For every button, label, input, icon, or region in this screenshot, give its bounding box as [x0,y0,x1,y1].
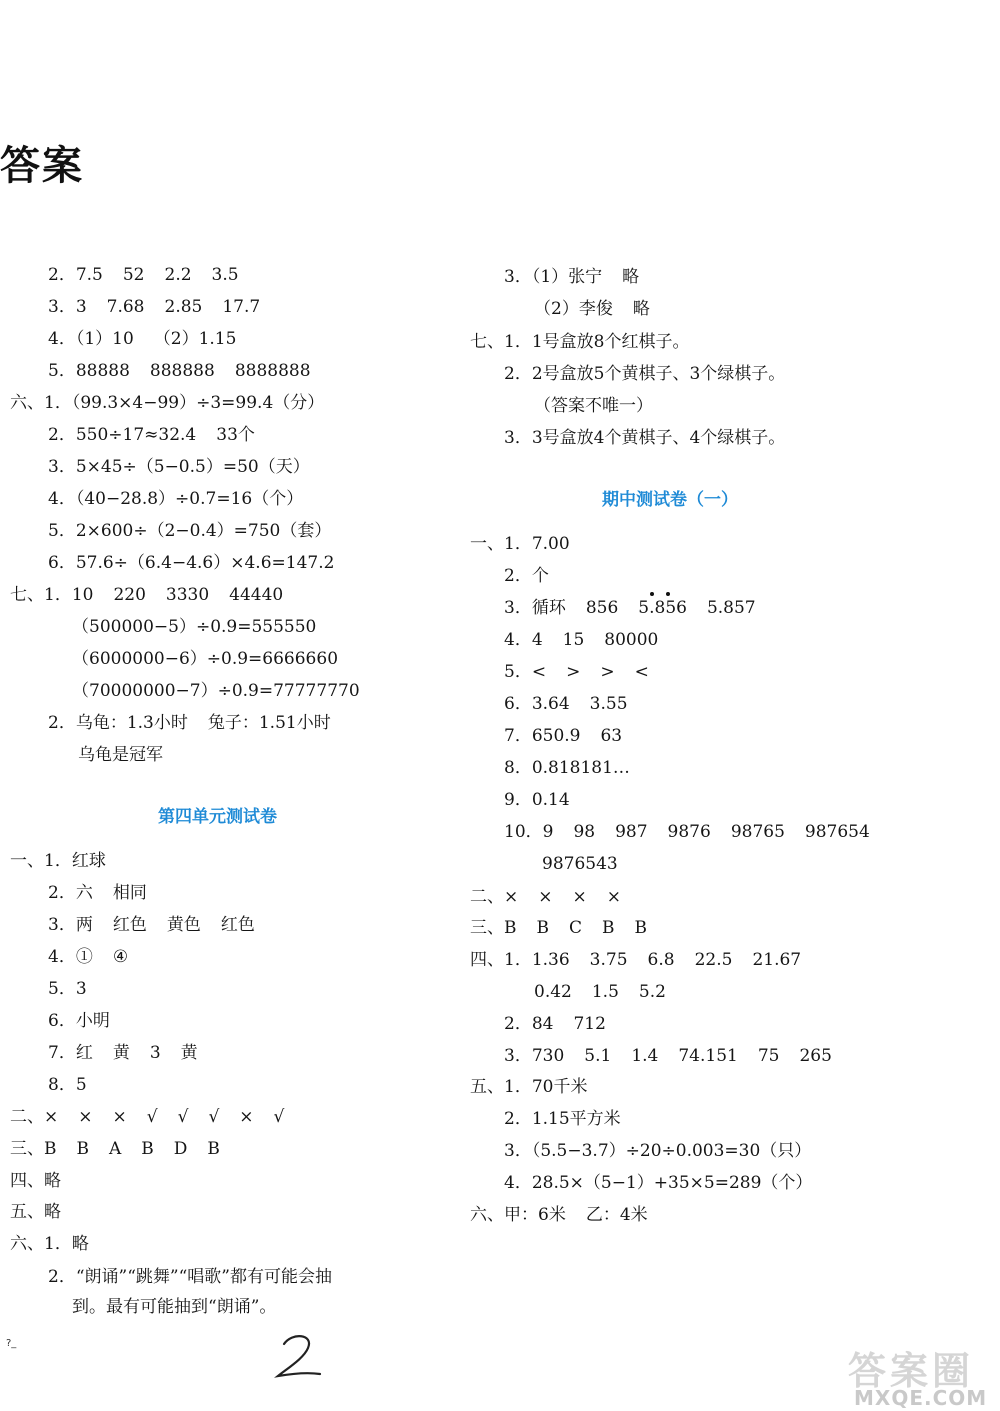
answer-line [48,1042,198,1064]
answer-line [48,712,331,734]
answer-item: 8．5 [48,1075,87,1095]
answer-item: √ [208,1107,220,1127]
answer-item: × [112,1107,127,1127]
answer-item: 2.85 [164,297,203,317]
answer-item: 98765 [730,822,785,842]
answer-line [504,693,628,715]
answer-item: > [600,662,615,682]
answer-item: 8．0.818181… [504,758,630,778]
answer-item: B [141,1139,154,1159]
answer-item: √ [177,1107,189,1127]
answer-item: 856 [585,598,619,618]
answer-item: 4．28.5×（5−1）+35×5=289（个） [504,1173,813,1193]
answer-item: 5.857 [706,598,756,618]
answer-item: 80000 [604,630,659,650]
answer-line [504,266,639,288]
answer-item: （500000−5）÷0.9=555550 [72,617,317,637]
answer-line [542,853,618,875]
answer-line [10,1138,220,1160]
repeat-dot [650,592,654,596]
answer-item: A [109,1139,122,1159]
answer-line [48,552,334,574]
answer-line [504,629,658,651]
answer-item: B [207,1139,220,1159]
answer-item: 9．0.14 [504,790,570,810]
answer-item: 5．88888 [48,361,130,381]
answer-item: 3330 [165,585,210,605]
answer-line [504,821,870,843]
answer-item: （70000000−7）÷0.9=77777770 [72,681,360,701]
answer-item: 二、× [470,887,519,907]
answer-item: × [538,887,553,907]
answer-item: 黄 [112,1043,130,1063]
answer-line [10,1106,284,1128]
answer-item: 4．4 [504,630,543,650]
answer-item: 3.75 [589,950,628,970]
answer-item: 5.856 [638,598,687,618]
answer-item: 15 [562,630,585,650]
answer-item: 1.5 [591,982,619,1002]
answer-line [504,597,756,619]
answer-line [504,363,785,385]
answer-item: 2．个 [504,566,549,586]
answer-item: 21.67 [752,950,802,970]
answer-item: 红色 [220,915,255,935]
answer-item: 7.68 [106,297,145,317]
answer-item: 2.2 [164,265,192,285]
answer-line [534,395,653,417]
answer-item: 6.8 [647,950,675,970]
answer-item: 3．（1）张宁 [504,267,603,287]
answer-item: 红色 [112,915,147,935]
answer-item: 五、1．70千米 [470,1077,588,1097]
answer-item: × [239,1107,254,1127]
answer-item: 5.2 [638,982,666,1002]
answer-item: B [76,1139,89,1159]
answer-item: 987 [615,822,648,842]
answer-item: 乙：4米 [585,1205,648,1225]
answer-item: 220 [113,585,146,605]
answer-line [78,744,163,766]
answer-item: 265 [799,1046,832,1066]
answer-item: 6．57.6÷（6.4−4.6）×4.6=147.2 [48,553,335,573]
answer-line [504,789,570,811]
repeat-dot [666,592,670,596]
answer-item: （2）李俊 [534,299,613,319]
answer-item: 3．循环 [504,598,566,618]
answer-item: < [634,662,649,682]
answer-line [504,757,630,779]
answer-line [72,648,338,670]
answer-item: × [78,1107,93,1127]
answer-item: 二、× [10,1107,59,1127]
answer-item: 3.55 [589,694,628,714]
answer-item: 四、1．1.36 [470,950,570,970]
answer-item: （2）1.15 [153,329,237,349]
answer-line [504,1013,606,1035]
answer-item: 4．（1）10 [48,329,134,349]
answer-line [48,882,147,904]
answer-item: 4．① [48,947,93,967]
answer-item: 2．2号盒放5个黄棋子、3个绿棋子。 [504,364,786,384]
answer-item: 三、B [470,918,517,938]
answer-item: 1.4 [631,1046,659,1066]
answer-item: 3．3 [48,297,87,317]
answer-item: 3.5 [211,265,239,285]
answer-line [48,1074,87,1096]
answer-item: 52 [122,265,145,285]
answer-item: 2．乌龟：1.3小时 [48,713,188,733]
answer-line [48,328,236,350]
answer-line [10,584,283,606]
answer-item: （6000000−6）÷0.9=6666660 [72,649,339,669]
section-title-midterm: 期中测试卷（一） [602,490,738,510]
answer-line [48,456,310,478]
answer-line [470,917,647,939]
answer-line [48,360,311,382]
answer-item: 5．2×600÷（2−0.4）=750（套） [48,521,332,541]
answer-item: 相同 [112,883,147,903]
answer-line [48,520,331,542]
answer-line [48,424,255,446]
answer-item: D [173,1139,188,1159]
answer-line [10,1201,61,1223]
answer-line [10,392,324,414]
page-mark: ?_ [6,1338,17,1349]
answer-item: > [566,662,581,682]
answer-item: 0.42 [534,982,572,1002]
answer-item: 888888 [149,361,215,381]
answer-line [72,616,316,638]
answer-item: 三、B [10,1139,57,1159]
answer-line [470,949,801,971]
answer-item: 2．“朗诵”“跳舞”“唱歌”都有可能会抽 [48,1267,332,1287]
answer-item: 7．红 [48,1043,93,1063]
answer-item: 4．（40−28.8）÷0.7=16（个） [48,489,304,509]
answer-item: 七、1．1号盒放8个红棋子。 [470,332,690,352]
answer-item: 10．9 [504,822,554,842]
answer-item: 6．小明 [48,1011,110,1031]
answer-item: 5．3 [48,979,87,999]
watermark-logo: 答案圈 [848,1349,975,1393]
answer-line [534,981,666,1003]
answer-line [48,264,239,286]
answer-item: 2．7.5 [48,265,103,285]
answer-line [504,427,785,449]
answer-item: B [634,918,648,938]
answer-item: C [569,918,583,938]
answer-item: 六、1．（99.3×4−99）÷3=99.4（分） [10,393,325,413]
answer-item: 3．（5.5−3.7）÷20÷0.003=30（只） [504,1141,812,1161]
answer-item: 黄 [180,1043,198,1063]
answer-line [470,1204,648,1226]
answer-item: ④ [112,947,129,967]
answer-item: B [536,918,549,938]
answer-item: 七、1．10 [10,585,94,605]
answer-item: 2．84 [504,1014,554,1034]
answer-item: 略 [632,299,650,319]
answer-line [10,1233,89,1255]
answer-item: 3．730 [504,1046,565,1066]
answer-item: 六、1．略 [10,1234,89,1254]
answer-item: 2．1.15平方米 [504,1109,621,1129]
page-header-title: 答案 [0,143,84,189]
watermark-site: MXQE.COM [854,1386,988,1410]
answer-item: 987654 [804,822,870,842]
answer-item: 乌龟是冠军 [78,745,163,765]
answer-line [504,725,622,747]
answer-line [504,1045,832,1067]
answer-item: 略 [622,267,640,287]
answer-line [504,1108,621,1130]
answer-item: 75 [757,1046,780,1066]
answer-item: 2．550÷17≈32.4 [48,425,197,445]
answer-line [504,1172,812,1194]
answer-line [48,946,128,968]
answer-item: 6．3.64 [504,694,570,714]
answer-item: B [602,918,615,938]
answer-line [48,1010,110,1032]
answer-item: 8888888 [234,361,311,381]
answer-item: √ [146,1107,158,1127]
answer-line [504,661,649,683]
answer-item: 5.1 [584,1046,612,1066]
answer-line [470,331,689,353]
answer-line [10,850,106,872]
answer-item: 兔子：1.51小时 [207,713,331,733]
answer-item: 9876543 [542,854,618,874]
answer-item: 22.5 [694,950,733,970]
answer-line [48,488,303,510]
answer-item: 5．< [504,662,547,682]
answer-item: 一、1．红球 [10,851,106,871]
answer-line [10,1170,61,1192]
answer-line [48,914,255,936]
answer-item: 3．3号盒放4个黄棋子、4个绿棋子。 [504,428,786,448]
answer-line [48,978,87,1000]
answer-item: 712 [573,1014,606,1034]
answer-item: 3．5×45÷（5−0.5）=50（天） [48,457,310,477]
answer-item: × [606,887,621,907]
answer-item: 黄色 [166,915,201,935]
answer-item: 一、1．7.00 [470,534,570,554]
answer-item: 74.151 [678,1046,738,1066]
answer-line [504,565,549,587]
answer-item: 98 [573,822,596,842]
answer-item: 7．650.9 [504,726,581,746]
answer-item: √ [273,1107,285,1127]
answer-line [72,680,360,702]
answer-line [48,296,260,318]
answer-item: 3．两 [48,915,93,935]
answer-item: 33个 [216,425,255,445]
answer-item: 六、甲：6米 [470,1205,566,1225]
answer-item: 3 [149,1043,161,1063]
answer-item: 17.7 [222,297,261,317]
answer-item: 63 [600,726,623,746]
answer-line [470,1076,587,1098]
answer-item: （答案不唯一） [534,396,653,416]
handwritten-mark-icon [270,1330,330,1382]
answer-line [72,1296,276,1318]
answer-item: 五、略 [10,1202,61,1222]
answer-line [534,298,650,320]
answer-line [504,1140,811,1162]
answer-item: 到。最有可能抽到“朗诵”。 [72,1297,277,1317]
section-title-unit4: 第四单元测试卷 [158,807,277,827]
answer-item: 9876 [667,822,711,842]
answer-item: × [572,887,587,907]
answer-line [470,533,570,555]
answer-item: 2．六 [48,883,93,903]
answer-line [48,1266,332,1288]
answer-item: 44440 [229,585,284,605]
answer-line [470,886,621,908]
answer-item: 四、略 [10,1171,61,1191]
